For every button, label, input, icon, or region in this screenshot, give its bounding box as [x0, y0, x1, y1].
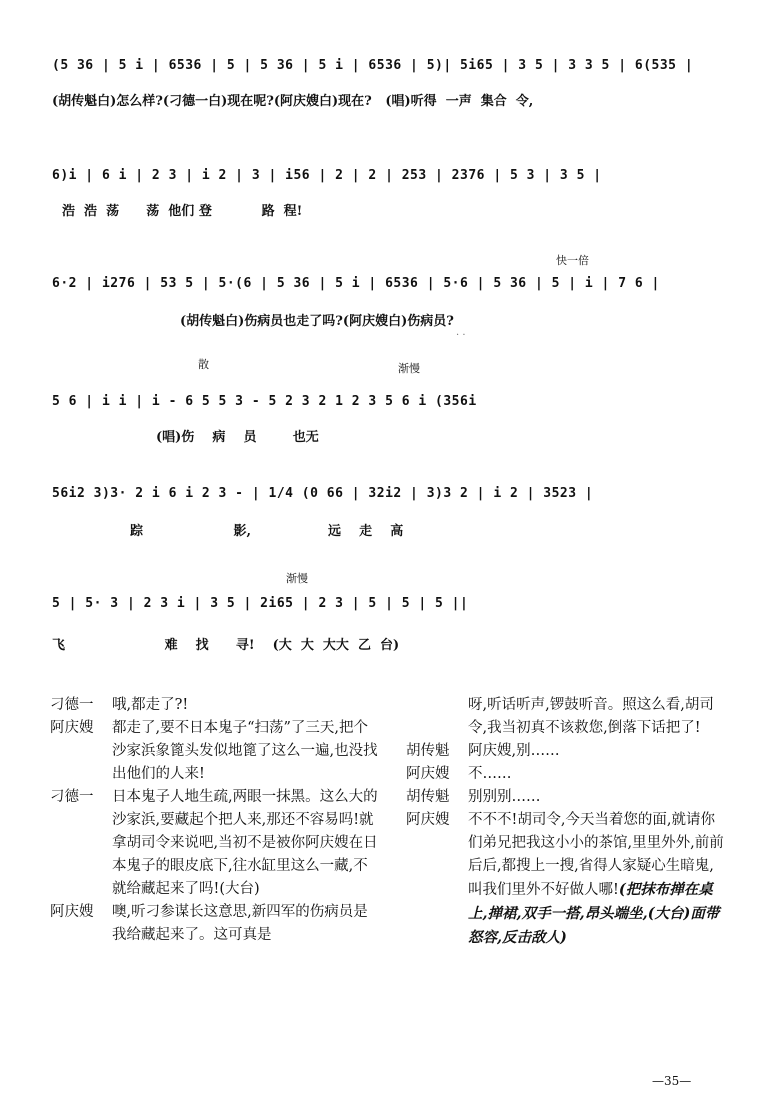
dialogue-entry — [50, 717, 380, 786]
dialogue-text: 噢,听刁参谋长这意思,新四军的伤病员是我给藏起来了。这可真是 — [112, 904, 368, 943]
dialogue-entry — [50, 786, 380, 901]
stage-direction: (把抹布掸在桌上,掸裙,双手一搭,昂头端坐,(大台)面带怒容,反击敌人) — [468, 881, 720, 946]
dialogue-entry — [406, 809, 728, 950]
speaker-name: 刁德一 — [50, 697, 94, 713]
dialogue-text: 不…… — [468, 766, 512, 782]
dialogue-entry — [50, 694, 380, 717]
notation-line: (5 36 | 5 i | 6536 | 5 | 5 36 | 5 i | 6536 | 5)| 5i65 | 3 5 | 3 3 5 | 6(535 | — [52, 58, 694, 73]
lyric-line: (胡传魁白)怎么样?(刁德一白)现在呢?(阿庆嫂白)现在? (唱)听得 一声 集合 令, — [52, 94, 534, 109]
lyric-line: 踪 影, 远 走 高 — [130, 524, 404, 539]
lyric-line: (胡传魁白)伤病员也走了吗?(阿庆嫂白)伤病员? — [180, 314, 454, 329]
speaker-name: 阿庆嫂 — [50, 720, 94, 736]
dialogue-entry — [406, 786, 728, 809]
tempo-marking: 快一倍 — [556, 254, 589, 267]
speaker-name — [406, 694, 468, 740]
dialogue-column-left — [50, 694, 380, 947]
speaker-name: 胡传魁 — [406, 789, 450, 805]
dialogue-text: 哦,都走了?! — [112, 697, 189, 713]
dialogue-text: 呀,听话听声,锣鼓听音。照这么看,胡司令,我当初真不该救您,倒落下话把了! — [468, 697, 714, 736]
dialogue-column-right — [406, 694, 728, 950]
dialogue-entry — [50, 901, 380, 947]
dialogue-text: 日本鬼子人地生疏,两眼一抹黑。这么大的沙家浜,要藏起个把人来,那还不容易吗!就拿胡司令来说吧,当初不是被你阿庆嫂在日本鬼子的眼皮底下,往水缸里这么一藏,不就给藏起来了吗!(大台) — [112, 789, 378, 897]
speaker-name: 阿庆嫂 — [406, 812, 450, 828]
speaker-name: 胡传魁 — [406, 743, 450, 759]
notation-line: 5 | 5· 3 | 2 3 i | 3 5 | 2i65 | 2 3 | 5 | 5 | 5 || — [52, 596, 469, 611]
lyric-line: 浩 浩 荡 荡 他们 登 路 程! — [62, 204, 303, 219]
lyric-line: 飞 难 找 寻! (大 大 大大 乙 台) — [52, 638, 400, 653]
dialogue-entry — [406, 740, 728, 763]
dialogue-text — [468, 809, 728, 950]
dialogue-entry — [406, 694, 728, 740]
lyric-line: (唱)伤 病 员 也无 — [156, 430, 319, 445]
notation-line: 6)i | 6 i | 2 3 | i 2 | 3 | i56 | 2 | 2 | 253 | 2376 | 5 3 | 3 5 | — [52, 168, 602, 183]
notation-line: 6·2 | i276 | 53 5 | 5·(6 | 5 36 | 5 i | 6536 | 5·6 | 5 36 | 5 | i | 7 6 | — [52, 276, 660, 291]
notation-line: 56i2 3)3· 2 i 6 i 2 3 - | 1/4 (0 66 | 32i2 | 3)3 2 | i 2 | 3523 | — [52, 486, 594, 501]
dialogue-entry — [406, 763, 728, 786]
speaker-name: 刁德一 — [50, 789, 94, 805]
dialogue-text: 都走了,要不日本鬼子“扫荡”了三天,把个沙家浜象篦头发似地篦了这么一遍,也没找出他们的人来! — [112, 720, 378, 782]
speaker-name: 阿庆嫂 — [406, 766, 450, 782]
speaker-name: 阿庆嫂 — [50, 904, 94, 920]
notation-line: 5 6 | i i | i - 6 5 5 3 - 5 2 3 2 1 2 3 5 6 i (356i — [52, 394, 477, 409]
tempo-marking: 渐慢 — [398, 362, 420, 375]
tempo-marking: 散 — [198, 358, 209, 371]
tempo-marking: 渐慢 — [286, 572, 308, 585]
dialogue-text: 别别别…… — [468, 789, 541, 805]
print-speck: · · — [456, 330, 466, 341]
page-number: —35— — [652, 1074, 692, 1088]
dialogue-line: 不不不!胡司令,今天当着您的面,就请你们弟兄把我这小小的茶馆,里里外外,前前后后,都搜上一搜,省得人家疑心生暗鬼,叫我们里外不好做人哪! — [468, 812, 724, 898]
dialogue-text: 阿庆嫂,别…… — [468, 743, 560, 759]
